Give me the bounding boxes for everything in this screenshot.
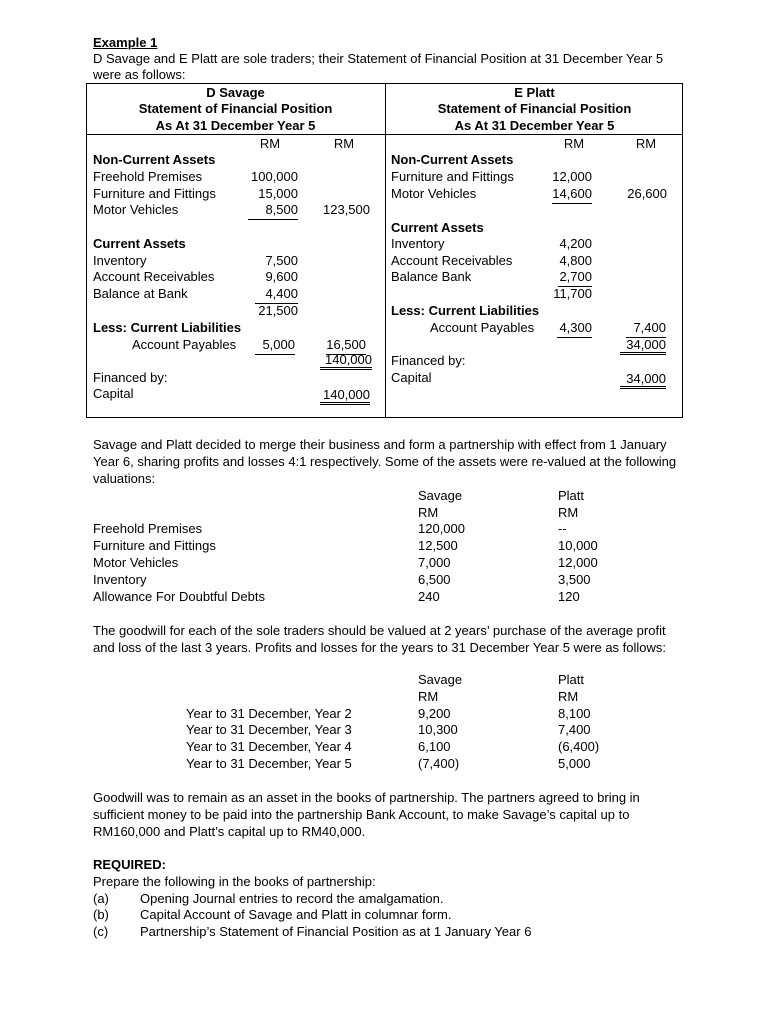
platt-ca-value: 2,700 <box>558 269 592 287</box>
revaluation-row-label: Inventory <box>93 572 147 587</box>
required-item-label: (c) <box>93 924 109 939</box>
revaluation-row-savage: 240 <box>418 589 440 604</box>
revaluation-col-platt: Platt <box>558 488 585 503</box>
savage-nca-heading: Non-Current Assets <box>93 152 216 167</box>
savage-heading: Statement of Financial Position <box>138 101 333 116</box>
profits-unit: RM <box>418 689 439 704</box>
platt-nca-label: Furniture and Fittings <box>391 169 514 184</box>
savage-ca-heading: Current Assets <box>93 236 186 251</box>
profits-row-savage: 9,200 <box>418 706 451 721</box>
savage-nca-label: Motor Vehicles <box>93 202 179 217</box>
revaluation-col-savage: Savage <box>418 488 463 503</box>
savage-total-assets: 140,000 <box>320 352 372 370</box>
profits-col-savage: Savage <box>418 672 463 687</box>
savage-capital-label: Capital <box>93 386 134 401</box>
platt-ca-value: 4,800 <box>559 253 592 268</box>
revaluation-row-platt: 10,000 <box>558 538 598 553</box>
required-intro: Prepare the following in the books of partnership: <box>93 874 376 889</box>
savage-ca-label: Account Receivables <box>93 269 215 284</box>
platt-nca-label: Motor Vehicles <box>391 186 477 201</box>
platt-cl-label: Account Payables <box>430 320 535 335</box>
savage-cl-label: Account Payables <box>132 337 237 352</box>
profits-row-platt: (6,400) <box>558 739 600 754</box>
platt-col2-unit: RM <box>635 136 657 151</box>
profits-row-savage: (7,400) <box>418 756 460 771</box>
platt-financed-by: Financed by: <box>391 353 466 368</box>
intro-line-1: D Savage and E Platt are sole traders; their Statement of Financial Position at 31 December Year 5 <box>93 51 664 66</box>
savage-ca-label: Inventory <box>93 253 147 268</box>
savage-cl-value: 5,000 <box>255 337 295 355</box>
platt-col1-unit: RM <box>563 136 585 151</box>
profits-row-platt: 7,400 <box>558 722 591 737</box>
platt-nca-total: 26,600 <box>627 186 667 201</box>
savage-nca-value: 100,000 <box>251 169 298 184</box>
revaluation-row-platt: 12,000 <box>558 555 598 570</box>
revaluation-row-label: Motor Vehicles <box>93 555 179 570</box>
platt-ca-label: Balance Bank <box>391 269 472 284</box>
revaluation-row-platt: 120 <box>558 589 580 604</box>
profits-row-label: Year to 31 December, Year 5 <box>186 756 352 771</box>
savage-financed-by: Financed by: <box>93 370 168 385</box>
revaluation-row-savage: 6,500 <box>418 572 451 587</box>
profits-col-platt: Platt <box>558 672 585 687</box>
savage-col1-unit: RM <box>259 136 281 151</box>
platt-net-ca: 7,400 <box>626 320 666 338</box>
revaluation-row-label: Furniture and Fittings <box>93 538 216 553</box>
platt-cl-heading: Less: Current Liabilities <box>391 303 540 318</box>
platt-ca-heading: Current Assets <box>391 220 484 235</box>
revaluation-unit: RM <box>558 505 579 520</box>
revaluation-row-label: Allowance For Doubtful Debts <box>93 589 265 604</box>
required-item-label: (b) <box>93 907 109 922</box>
profits-row-savage: 10,300 <box>418 722 458 737</box>
revaluation-row-platt: -- <box>558 521 567 536</box>
savage-nca-total: 123,500 <box>323 202 370 217</box>
savage-nca-label: Furniture and Fittings <box>93 186 216 201</box>
platt-nca-value: 14,600 <box>552 186 592 204</box>
savage-name: D Savage <box>206 85 265 100</box>
platt-name: E Platt <box>514 85 555 100</box>
required-item-text: Partnership’s Statement of Financial Position as at 1 January Year 6 <box>140 924 532 939</box>
profits-row-label: Year to 31 December, Year 3 <box>186 722 352 737</box>
platt-date: As At 31 December Year 5 <box>454 118 615 133</box>
required-heading: REQUIRED: <box>93 857 166 872</box>
revaluation-row-savage: 12,500 <box>418 538 458 553</box>
example-title: Example 1 <box>93 35 158 50</box>
savage-net-ca: 16,500 <box>326 337 366 355</box>
capital-paragraph: Goodwill was to remain as an asset in the books of partnership. The partners agreed to bring in sufficient money to be paid into the partnership Bank Account, to make Savage’s capital up to RM160,000 and Platt’s capital up to RM40,000. <box>93 790 640 839</box>
platt-ca-value: 4,200 <box>559 236 592 251</box>
savage-ca-value: 7,500 <box>265 253 298 268</box>
profits-row-label: Year to 31 December, Year 2 <box>186 706 352 721</box>
profits-row-platt: 8,100 <box>558 706 591 721</box>
intro-line-2: were as follows: <box>93 67 186 82</box>
savage-cl-heading: Less: Current Liabilities <box>93 320 242 335</box>
platt-ca-label: Account Receivables <box>391 253 513 268</box>
profits-unit: RM <box>558 689 579 704</box>
platt-capital-label: Capital <box>391 370 432 385</box>
profits-row-platt: 5,000 <box>558 756 591 771</box>
savage-nca-value: 8,500 <box>248 202 298 220</box>
platt-capital-value: 34,000 <box>620 371 666 389</box>
platt-total-assets: 34,000 <box>620 337 666 355</box>
platt-cl-value: 4,300 <box>557 320 592 338</box>
required-item-text: Capital Account of Savage and Platt in columnar form. <box>140 907 452 922</box>
profits-row-savage: 6,100 <box>418 739 451 754</box>
required-item-text: Opening Journal entries to record the amalgamation. <box>140 891 444 906</box>
savage-nca-value: 15,000 <box>258 186 298 201</box>
required-item-label: (a) <box>93 891 109 906</box>
savage-col2-unit: RM <box>333 136 355 151</box>
goodwill-paragraph: The goodwill for each of the sole traders should be valued at 2 years’ purchase of the average profit and loss of the last 3 years. Profits and losses for the years to 31 December Year 5 were as follows: <box>93 623 667 655</box>
revaluation-row-savage: 7,000 <box>418 555 451 570</box>
revaluation-unit: RM <box>418 505 439 520</box>
profits-row-label: Year to 31 December, Year 4 <box>186 739 352 754</box>
platt-nca-value: 12,000 <box>552 169 592 184</box>
savage-ca-value: 4,400 <box>255 286 298 304</box>
savage-ca-value: 9,600 <box>265 269 298 284</box>
merge-paragraph: Savage and Platt decided to merge their business and form a partnership with effect from 1 January Year 6, sharing profits and losses 4:1 respectively. Some of the assets were re-valued at the following valuations: <box>93 437 677 486</box>
revaluation-row-savage: 120,000 <box>418 521 465 536</box>
revaluation-row-platt: 3,500 <box>558 572 591 587</box>
platt-ca-label: Inventory <box>391 236 445 251</box>
platt-nca-heading: Non-Current Assets <box>391 152 514 167</box>
platt-heading: Statement of Financial Position <box>437 101 632 116</box>
savage-ca-label: Balance at Bank <box>93 286 188 301</box>
platt-ca-total: 11,700 <box>553 286 592 301</box>
savage-date: As At 31 December Year 5 <box>155 118 316 133</box>
savage-ca-total: 21,500 <box>258 303 298 318</box>
savage-capital-value: 140,000 <box>320 387 370 405</box>
savage-nca-label: Freehold Premises <box>93 169 203 184</box>
revaluation-row-label: Freehold Premises <box>93 521 203 536</box>
